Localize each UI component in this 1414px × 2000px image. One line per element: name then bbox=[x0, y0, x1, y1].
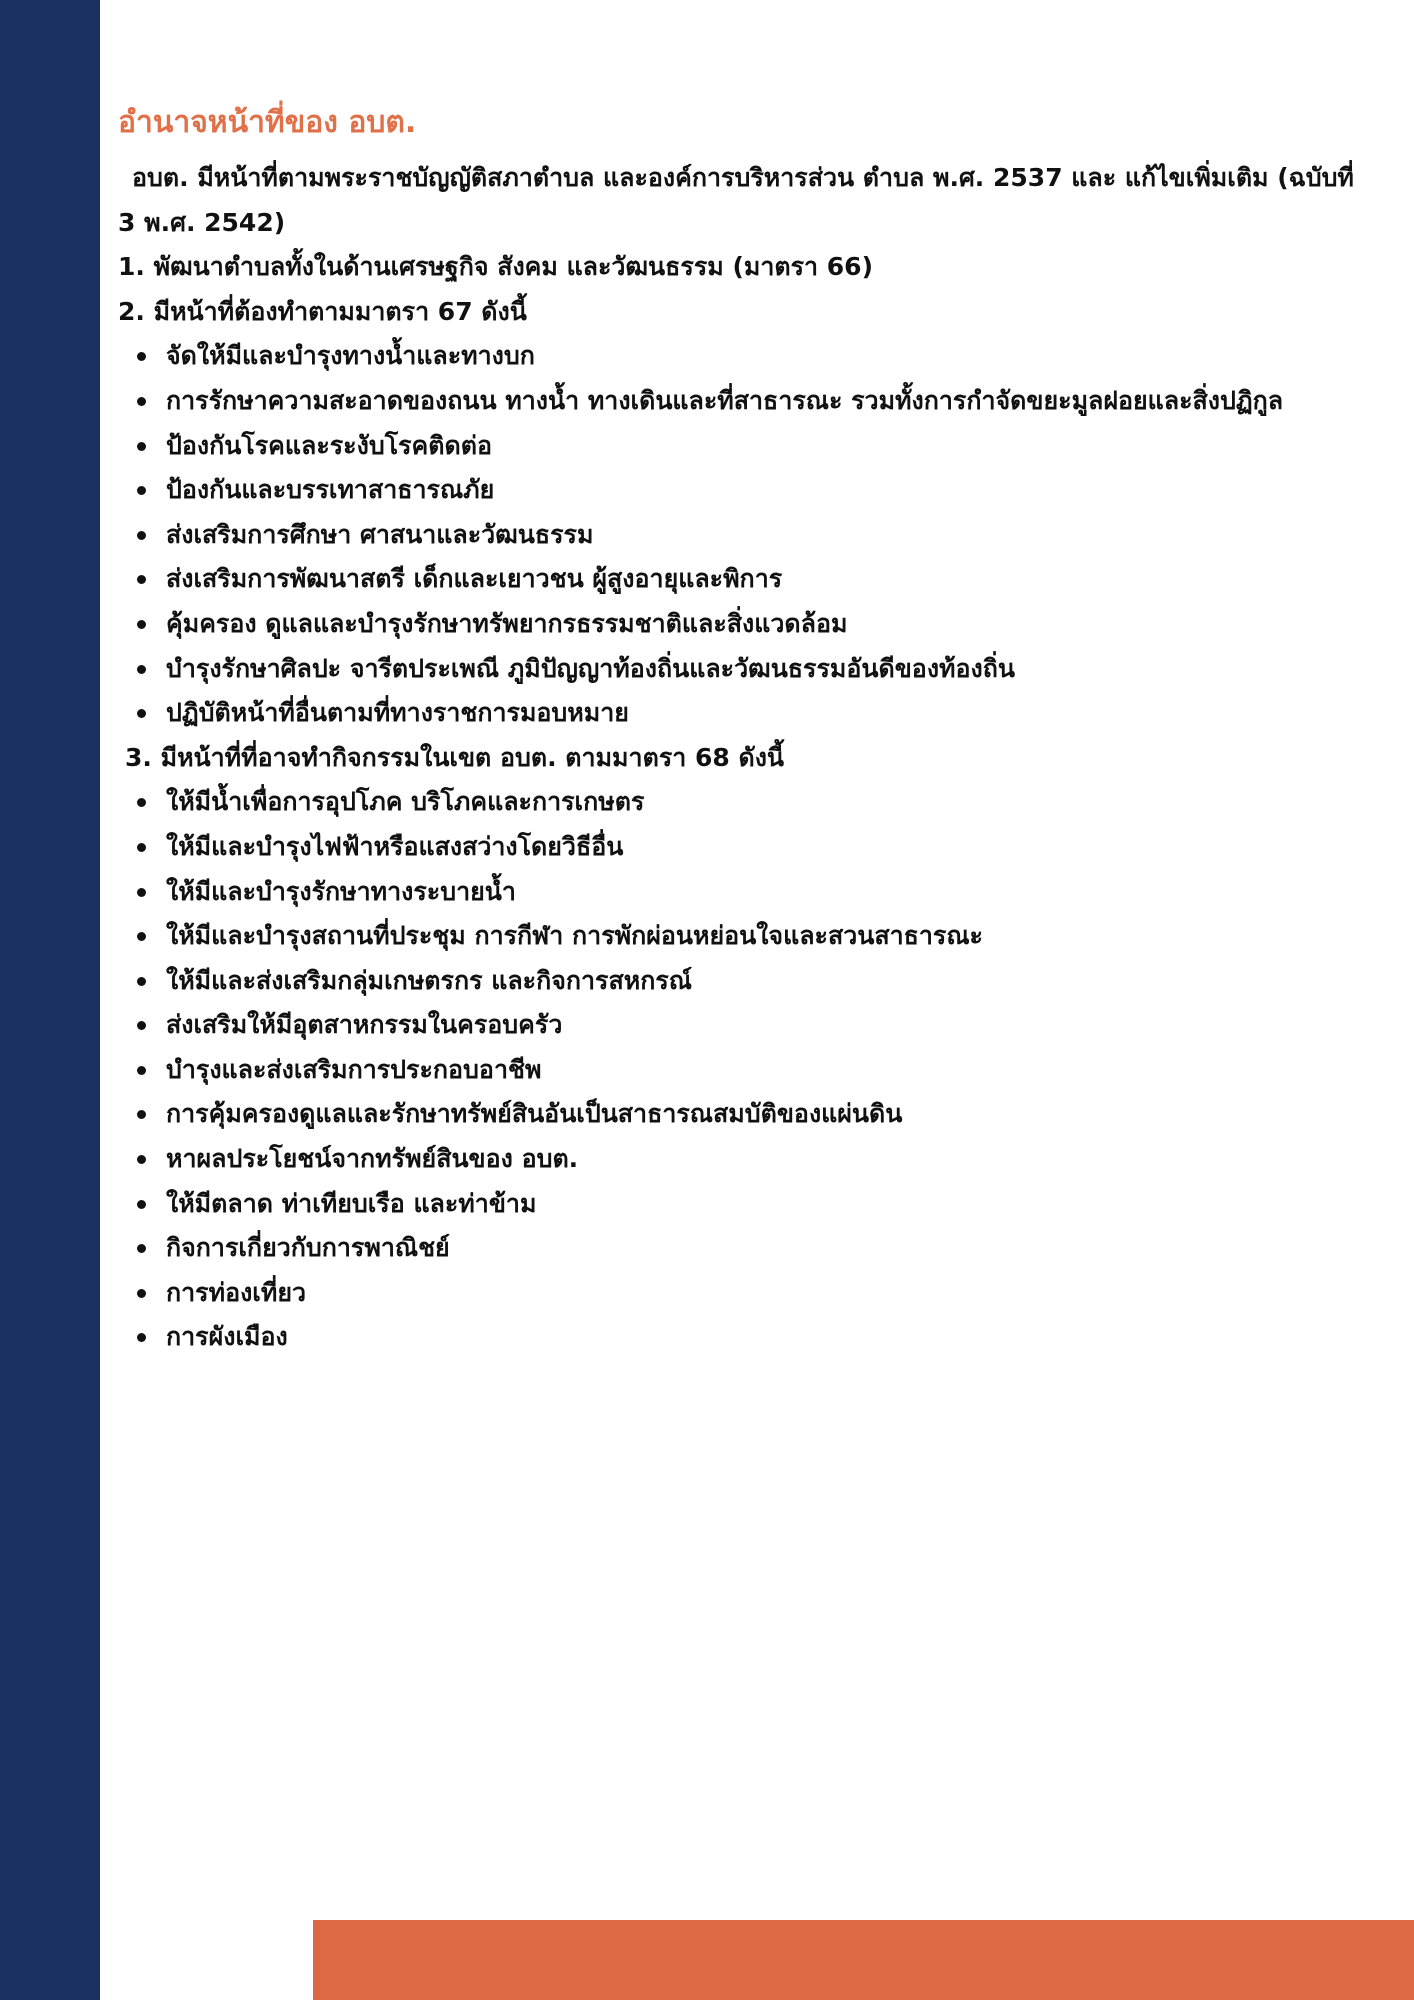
list-item: บำรุงรักษาศิลปะ จารีตประเพณี ภูมิปัญญาท้องถิ่นและวัฒนธรรมอันดีของท้องถิ่น bbox=[166, 647, 1358, 692]
list-item: ป้องกันโรคและระงับโรคติดต่อ bbox=[166, 424, 1358, 469]
document-body bbox=[118, 96, 1358, 1360]
list-item: การคุ้มครองดูแลและรักษาทรัพย์สินอันเป็นสาธารณสมบัติของแผ่นดิน bbox=[166, 1092, 1358, 1137]
list-item: ส่งเสริมให้มีอุตสาหกรรมในครอบครัว bbox=[166, 1003, 1358, 1048]
section-2-list bbox=[118, 334, 1358, 735]
list-item: ส่งเสริมการศึกษา ศาสนาและวัฒนธรรม bbox=[166, 513, 1358, 558]
section-3-heading: 3. มีหน้าที่ที่อาจทำกิจกรรมในเขต อบต. ตามมาตรา 68 ดังนี้ bbox=[125, 742, 785, 772]
section-2-heading: 2. มีหน้าที่ต้องทำตามมาตรา 67 ดังนี้ bbox=[118, 296, 527, 326]
list-item: จัดให้มีและบำรุงทางน้ำและทางบก bbox=[166, 334, 1358, 379]
list-item: ป้องกันและบรรเทาสาธารณภัย bbox=[166, 468, 1358, 513]
left-sidebar-band bbox=[0, 0, 100, 2000]
list-item: ให้มีน้ำเพื่อการอุปโภค บริโภคและการเกษตร bbox=[166, 780, 1358, 825]
intro-paragraph: อบต. มีหน้าที่ตามพระราชบัญญัติสภาตำบล และองค์การบริหารส่วน ตำบล พ.ศ. 2537 และ แก้ไขเพิ่มเติม (ฉบับที่ 3 พ.ศ. 2542) bbox=[118, 163, 1354, 237]
list-item: หาผลประโยชน์จากทรัพย์สินของ อบต. bbox=[166, 1137, 1358, 1182]
section-3-list bbox=[118, 780, 1358, 1360]
list-item: ส่งเสริมการพัฒนาสตรี เด็กและเยาวชน ผู้สูงอายุและพิการ bbox=[166, 557, 1358, 602]
list-item: การรักษาความสะอาดของถนน ทางน้ำ ทางเดินและที่สาธารณะ รวมทั้งการกำจัดขยะมูลฝอยและสิ่งปฏิกูล bbox=[166, 379, 1358, 424]
section-1: 1. พัฒนาตำบลทั้งในด้านเศรษฐกิจ สังคม และวัฒนธรรม (มาตรา 66) bbox=[118, 252, 874, 282]
list-item: คุ้มครอง ดูแลและบำรุงรักษาทรัพยากรธรรมชาติและสิ่งแวดล้อม bbox=[166, 602, 1358, 647]
list-item: การท่องเที่ยว bbox=[166, 1271, 1358, 1316]
list-item: การผังเมือง bbox=[166, 1315, 1358, 1360]
list-item: บำรุงและส่งเสริมการประกอบอาชีพ bbox=[166, 1048, 1358, 1093]
list-item: ให้มีและบำรุงไฟฟ้าหรือแสงสว่างโดยวิธีอื่น bbox=[166, 825, 1358, 870]
list-item: ปฏิบัติหน้าที่อื่นตามที่ทางราชการมอบหมาย bbox=[166, 691, 1358, 736]
list-item: ให้มีและบำรุงรักษาทางระบายน้ำ bbox=[166, 870, 1358, 915]
bottom-accent-band bbox=[313, 1920, 1414, 2000]
list-item: กิจการเกี่ยวกับการพาณิชย์ bbox=[166, 1226, 1358, 1271]
list-item: ให้มีและบำรุงสถานที่ประชุม การกีฬา การพักผ่อนหย่อนใจและสวนสาธารณะ bbox=[166, 914, 1358, 959]
list-item: ให้มีตลาด ท่าเทียบเรือ และท่าข้าม bbox=[166, 1182, 1358, 1227]
page-title: อำนาจหน้าที่ของ อบต. bbox=[118, 105, 417, 140]
list-item: ให้มีและส่งเสริมกลุ่มเกษตรกร และกิจการสหกรณ์ bbox=[166, 959, 1358, 1004]
